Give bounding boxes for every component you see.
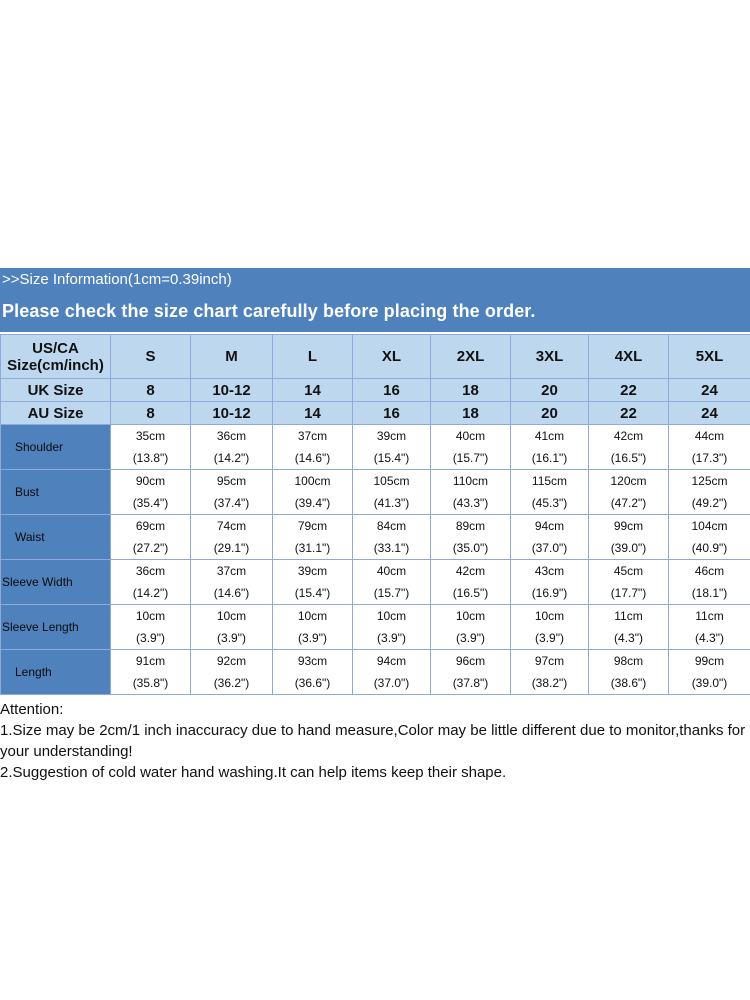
measurement-rows (1, 425, 750, 695)
uk-size-cell: 14 (273, 379, 353, 402)
measurement-cell (353, 470, 431, 515)
au-size-cell: 16 (353, 402, 431, 425)
measurement-cell (191, 560, 273, 605)
attention-title: Attention: (0, 701, 64, 718)
size-chart-table (0, 334, 750, 695)
measurement-cell (273, 605, 353, 650)
measurement-cell (111, 650, 191, 695)
cm-value: 39cm (376, 429, 407, 443)
measurement-cell (511, 425, 589, 470)
measurement-cell (431, 515, 511, 560)
measurement-cell (353, 605, 431, 650)
inch-value: (37.4") (213, 496, 250, 510)
measurement-label (1, 470, 111, 515)
cm-value: 110cm (452, 474, 489, 488)
inch-value: (35.0") (452, 541, 489, 555)
inch-value: (17.7") (610, 586, 647, 600)
cm-value: 98cm (613, 654, 644, 668)
measurement-cell (669, 560, 750, 605)
measurement-label (1, 425, 111, 470)
uk-size-cell: 18 (431, 379, 511, 402)
cm-value: 94cm (534, 519, 565, 533)
measurement-cell (669, 605, 750, 650)
cm-value: 11cm (695, 609, 724, 623)
cm-value: 10cm (455, 609, 486, 623)
inch-value: (15.4") (373, 451, 410, 465)
size-header-cell: 3XL (511, 335, 589, 379)
cm-value: 92cm (216, 654, 247, 668)
cm-value: 10cm (135, 609, 166, 623)
inch-value: (18.1") (691, 586, 728, 600)
size-header-cell: L (273, 335, 353, 379)
measurement-cell (589, 425, 669, 470)
us-size-header: US/CA Size(cm/inch) (1, 335, 111, 379)
measurement-cell (273, 515, 353, 560)
measurement-cell (431, 650, 511, 695)
measurement-cell (353, 560, 431, 605)
au-size-label: AU Size (1, 402, 111, 425)
measurement-cell (431, 425, 511, 470)
au-size-cell: 18 (431, 402, 511, 425)
measurement-cell (353, 650, 431, 695)
inch-value: (16.5") (452, 586, 489, 600)
cm-value: 79cm (297, 519, 328, 533)
size-header-cell: XL (353, 335, 431, 379)
cm-value: 104cm (691, 519, 728, 533)
attention-note-2: 2.Suggestion of cold water hand washing.It can help items keep their shape. (0, 764, 507, 781)
cm-value: 99cm (613, 519, 644, 533)
size-header-cell: 2XL (431, 335, 511, 379)
measurement-row (1, 515, 750, 560)
au-size-row (1, 402, 750, 425)
size-header-cell: M (191, 335, 273, 379)
cm-value: 41cm (534, 429, 565, 443)
inch-value: (14.2") (213, 451, 250, 465)
cm-value: 36cm (216, 429, 247, 443)
cm-value: 46cm (694, 564, 725, 578)
measurement-label-text: Sleeve Length (2, 620, 79, 634)
size-info-banner (0, 268, 750, 332)
cm-value: 42cm (455, 564, 486, 578)
measurement-cell (589, 650, 669, 695)
cm-value: 10cm (376, 609, 407, 623)
cm-value: 40cm (376, 564, 407, 578)
inch-value: (3.9") (456, 631, 485, 645)
measurement-row (1, 605, 750, 650)
uk-size-cell: 16 (353, 379, 431, 402)
inch-value: (17.3") (691, 451, 728, 465)
inch-value: (33.1") (373, 541, 410, 555)
inch-value: (3.9") (535, 631, 564, 645)
measurement-cell (191, 425, 273, 470)
uk-size-cell: 20 (511, 379, 589, 402)
inch-value: (39.0") (691, 676, 728, 690)
uk-size-row (1, 379, 750, 402)
inch-value: (40.9") (691, 541, 728, 555)
measurement-label-text: Bust (15, 485, 40, 499)
inch-value: (14.2") (132, 586, 169, 600)
measurement-cell (273, 425, 353, 470)
measurement-label (1, 560, 111, 605)
cm-value: 36cm (135, 564, 166, 578)
measurement-cell (589, 515, 669, 560)
uk-size-cell: 24 (669, 379, 750, 402)
cm-value: 43cm (534, 564, 565, 578)
inch-value: (15.4") (294, 586, 331, 600)
inch-value: (15.7") (452, 451, 489, 465)
measurement-cell (669, 425, 750, 470)
measurement-cell (511, 650, 589, 695)
inch-value: (3.9") (298, 631, 327, 645)
cm-value: 10cm (534, 609, 565, 623)
measurement-cell (111, 425, 191, 470)
au-size-cell: 20 (511, 402, 589, 425)
measurement-cell (273, 650, 353, 695)
measurement-cell (511, 515, 589, 560)
cm-value: 10cm (216, 609, 247, 623)
au-size-cell: 14 (273, 402, 353, 425)
inch-value: (38.2") (531, 676, 568, 690)
measurement-cell (669, 650, 750, 695)
measurement-cell (669, 470, 750, 515)
inch-value: (41.3") (373, 496, 410, 510)
cm-value: 125cm (691, 474, 728, 488)
measurement-row (1, 425, 750, 470)
measurement-label (1, 605, 111, 650)
cm-value: 97cm (534, 654, 565, 668)
measurement-label-text: Length (15, 665, 52, 679)
inch-value: (4.3") (695, 631, 724, 645)
uk-size-cell: 10-12 (191, 379, 273, 402)
cm-value: 120cm (610, 474, 647, 488)
measurement-cell (589, 605, 669, 650)
cm-value: 44cm (694, 429, 725, 443)
measurement-cell (273, 470, 353, 515)
measurement-cell (111, 515, 191, 560)
cm-value: 96cm (455, 654, 486, 668)
size-info-title: >>Size Information(1cm=0.39inch) (2, 271, 232, 288)
measurement-cell (589, 560, 669, 605)
au-size-cell: 24 (669, 402, 750, 425)
cm-value: 115cm (531, 474, 568, 488)
measurement-cell (431, 470, 511, 515)
measurement-cell (191, 470, 273, 515)
inch-value: (29.1") (213, 541, 250, 555)
size-header-cell: 4XL (589, 335, 669, 379)
cm-value: 105cm (373, 474, 410, 488)
cm-value: 90cm (135, 474, 166, 488)
us-size-row (1, 335, 750, 379)
inch-value: (35.8") (132, 676, 169, 690)
cm-value: 91cm (135, 654, 166, 668)
measurement-cell (431, 560, 511, 605)
inch-value: (38.6") (610, 676, 647, 690)
uk-size-cell: 8 (111, 379, 191, 402)
inch-value: (14.6") (294, 451, 331, 465)
inch-value: (3.9") (217, 631, 246, 645)
measurement-row (1, 470, 750, 515)
measurement-cell (111, 470, 191, 515)
measurement-label-text: Shoulder (15, 440, 64, 454)
inch-value: (43.3") (452, 496, 489, 510)
cm-value: 99cm (694, 654, 725, 668)
au-size-cell: 8 (111, 402, 191, 425)
inch-value: (37.8") (452, 676, 489, 690)
inch-value: (27.2") (132, 541, 169, 555)
inch-value: (49.2") (691, 496, 728, 510)
cm-value: 74cm (216, 519, 247, 533)
cm-value: 39cm (297, 564, 328, 578)
cm-value: 10cm (297, 609, 328, 623)
attention-notes (0, 699, 750, 783)
measurement-cell (353, 515, 431, 560)
measurement-cell (511, 605, 589, 650)
inch-value: (4.3") (614, 631, 643, 645)
uk-size-label: UK Size (1, 379, 111, 402)
inch-value: (16.9") (531, 586, 568, 600)
inch-value: (36.6") (294, 676, 331, 690)
cm-value: 89cm (455, 519, 486, 533)
inch-value: (37.0") (373, 676, 410, 690)
inch-value: (3.9") (136, 631, 165, 645)
measurement-label (1, 650, 111, 695)
measurement-cell (191, 605, 273, 650)
measurement-cell (191, 650, 273, 695)
inch-value: (45.3") (531, 496, 568, 510)
inch-value: (3.9") (377, 631, 406, 645)
inch-value: (39.0") (610, 541, 647, 555)
cm-value: 37cm (297, 429, 328, 443)
cm-value: 42cm (613, 429, 644, 443)
measurement-cell (431, 605, 511, 650)
inch-value: (15.7") (373, 586, 410, 600)
measurement-row (1, 560, 750, 605)
inch-value: (16.5") (610, 451, 647, 465)
measurement-cell (353, 425, 431, 470)
inch-value: (35.4") (132, 496, 169, 510)
cm-value: 95cm (216, 474, 247, 488)
cm-value: 94cm (376, 654, 407, 668)
measurement-cell (669, 515, 750, 560)
attention-note-1: 1.Size may be 2cm/1 inch inaccuracy due to hand measure,Color may be little different due to monitor,thanks for your understanding! (0, 722, 746, 760)
size-header-cell: S (111, 335, 191, 379)
size-header-cell: 5XL (669, 335, 750, 379)
inch-value: (13.8") (132, 451, 169, 465)
measurement-cell (273, 560, 353, 605)
cm-value: 45cm (613, 564, 644, 578)
inch-value: (47.2") (610, 496, 647, 510)
measurement-cell (589, 470, 669, 515)
measurement-cell (511, 470, 589, 515)
measurement-cell (111, 605, 191, 650)
uk-size-cell: 22 (589, 379, 669, 402)
inch-value: (31.1") (294, 541, 331, 555)
inch-value: (36.2") (213, 676, 250, 690)
cm-value: 93cm (297, 654, 328, 668)
measurement-label (1, 515, 111, 560)
size-chart-notice: Please check the size chart carefully before placing the order. (2, 301, 536, 321)
inch-value: (37.0") (531, 541, 568, 555)
cm-value: 11cm (614, 609, 643, 623)
cm-value: 84cm (376, 519, 407, 533)
au-size-cell: 22 (589, 402, 669, 425)
inch-value: (39.4") (294, 496, 331, 510)
measurement-cell (111, 560, 191, 605)
inch-value: (14.6") (213, 586, 250, 600)
cm-value: 35cm (135, 429, 166, 443)
measurement-row (1, 650, 750, 695)
cm-value: 69cm (135, 519, 166, 533)
au-size-cell: 10-12 (191, 402, 273, 425)
measurement-cell (191, 515, 273, 560)
measurement-cell (511, 560, 589, 605)
cm-value: 40cm (455, 429, 486, 443)
measurement-label-text: Waist (15, 530, 45, 544)
measurement-label-text: Sleeve Width (2, 575, 73, 589)
inch-value: (16.1") (531, 451, 568, 465)
cm-value: 37cm (216, 564, 247, 578)
cm-value: 100cm (294, 474, 331, 488)
